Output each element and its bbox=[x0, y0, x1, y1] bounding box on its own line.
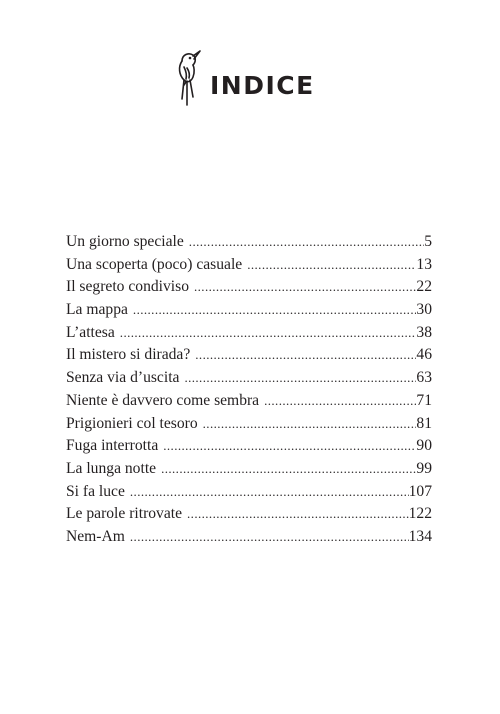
toc-entry[interactable] bbox=[66, 481, 432, 504]
toc-entry-title: Una scoperta (poco) casuale bbox=[66, 255, 243, 273]
toc-entry-title: Si fa luce bbox=[66, 482, 125, 500]
dot-leader bbox=[203, 413, 417, 436]
dot-leader bbox=[194, 276, 416, 299]
toc-entry[interactable] bbox=[66, 322, 432, 345]
toc-entry-page: 38 bbox=[416, 323, 432, 341]
dot-leader bbox=[187, 503, 409, 526]
toc-entry[interactable] bbox=[66, 526, 432, 549]
toc-entry[interactable] bbox=[66, 413, 432, 436]
page-header bbox=[172, 44, 315, 114]
toc-entry-title: La mappa bbox=[66, 301, 128, 319]
dot-leader bbox=[163, 435, 416, 458]
dot-leader bbox=[161, 458, 416, 481]
toc-entry-page: 5 bbox=[424, 233, 432, 250]
toc-entry-title: Senza via d’uscita bbox=[66, 369, 180, 387]
toc-entry-page: 71 bbox=[416, 391, 432, 409]
dot-leader bbox=[189, 231, 424, 254]
toc-entry[interactable] bbox=[66, 390, 432, 413]
toc-entry-title: Niente è davvero come sembra bbox=[66, 391, 260, 409]
page-title: INDICE bbox=[210, 70, 315, 100]
toc-entry[interactable] bbox=[66, 254, 432, 277]
toc-entry-page: 81 bbox=[416, 414, 432, 432]
toc-entry-title: Le parole ritrovate bbox=[66, 505, 183, 523]
toc-entry-title: Fuga interrotta bbox=[66, 437, 159, 455]
toc-entry-title: Prigionieri col tesoro bbox=[66, 414, 198, 432]
toc-entry[interactable] bbox=[66, 435, 432, 458]
toc-entry-page: 107 bbox=[408, 482, 432, 500]
toc-entry-page: 22 bbox=[416, 278, 432, 296]
toc-entry-title: Il mistero si dirada? bbox=[66, 346, 191, 364]
toc-entry-title: Il segreto condiviso bbox=[66, 278, 189, 296]
dot-leader bbox=[195, 344, 416, 367]
toc-entry-page: 30 bbox=[416, 301, 432, 319]
toc-entry-page: 99 bbox=[416, 459, 432, 477]
toc-entry-page: 122 bbox=[408, 505, 432, 523]
toc-entry[interactable] bbox=[66, 276, 432, 299]
toc-entry[interactable] bbox=[66, 299, 432, 322]
toc-entry[interactable] bbox=[66, 231, 432, 254]
toc-entry-title: La lunga notte bbox=[66, 459, 157, 477]
toc-entry-page: 46 bbox=[416, 346, 432, 364]
toc-entry-title: Nem-Am bbox=[66, 527, 125, 545]
dot-leader bbox=[133, 299, 416, 322]
toc-entry[interactable] bbox=[66, 344, 432, 367]
toc-entry-page: 63 bbox=[416, 369, 432, 387]
dot-leader bbox=[184, 367, 416, 390]
toc-entry[interactable] bbox=[66, 503, 432, 526]
dot-leader bbox=[247, 254, 416, 277]
toc-entry-page: 134 bbox=[408, 527, 432, 545]
toc-entry-page: 13 bbox=[416, 255, 432, 273]
toc-entry-page: 90 bbox=[416, 437, 432, 455]
dot-leader bbox=[264, 390, 416, 413]
dot-leader bbox=[130, 481, 409, 504]
dot-leader bbox=[120, 322, 417, 345]
dot-leader bbox=[130, 526, 409, 549]
toc-entry[interactable] bbox=[66, 458, 432, 481]
table-of-contents bbox=[66, 231, 432, 549]
toc-entry[interactable] bbox=[66, 367, 432, 390]
toc-entry-title: L’attesa bbox=[66, 323, 115, 341]
bird-icon bbox=[172, 47, 208, 111]
toc-entry-title: Un giorno speciale bbox=[66, 233, 184, 250]
